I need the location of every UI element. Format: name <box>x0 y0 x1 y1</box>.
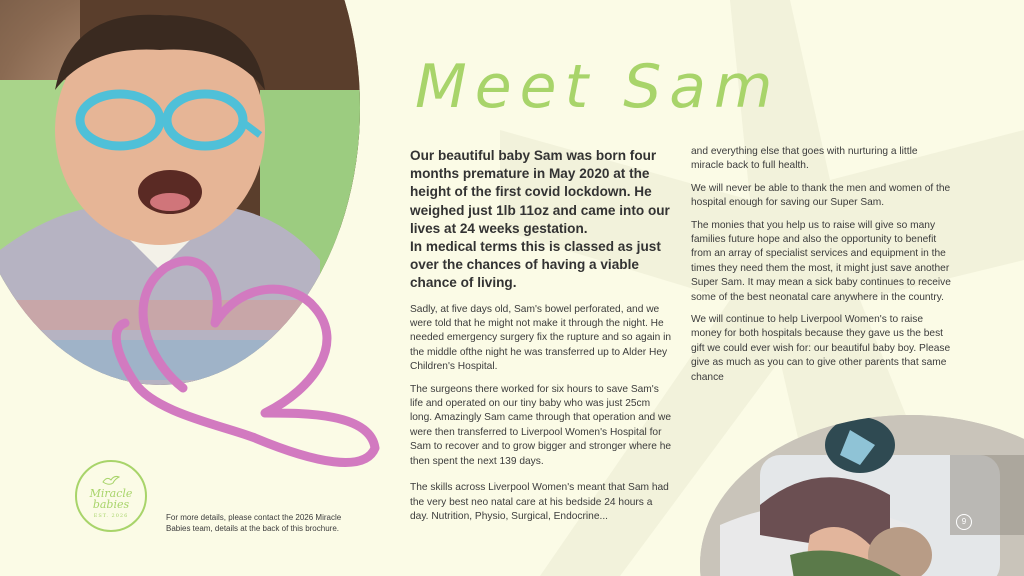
page-number: 9 <box>956 514 972 530</box>
lead-line-2: In medical terms this is classed as just over the chances of having a viable chance of living. <box>410 239 661 291</box>
column-1-paragraph-1: Sadly, at five days old, Sam's bowel perforated, and we were told that he might not make it through the night. He needed emergency surgery fix the rupture and so again in the middle ofthe night he was transferred up to Alder Hey Children's Hospital. <box>410 303 672 373</box>
article-column-1 <box>410 147 672 532</box>
column-2-paragraph-3: The monies that you help us to raise will give so many families future hope and also the opportunity to benefit from an array of specialist services and equipment in the times they need them the most, it might just save another Super Sam. It may mean a sick baby continues to receive some of the best neonatal care anywhere in the country. <box>691 219 951 303</box>
bird-icon <box>102 474 120 486</box>
lead-paragraph <box>410 147 672 293</box>
lead-line-1: Our beautiful baby Sam was born four months premature in May 2020 at the height of the first covid lockdown. He weighed just 1lb 11oz and came into our lives at 24 weeks gestation. <box>410 148 670 236</box>
logo-line-1: Miracle <box>89 486 133 500</box>
logo-line-3: EST. 2026 <box>93 512 129 519</box>
column-2-paragraph-1: and everything else that goes with nurturing a little miracle back to full health. <box>691 146 918 172</box>
miracle-babies-logo <box>75 460 147 532</box>
article-column-2 <box>691 145 953 393</box>
page-title: Meet Sam <box>415 52 781 122</box>
heart-doodle <box>105 238 385 473</box>
column-1-paragraph-3: The skills across Liverpool Women's meant that Sam had the very best neo natal care at his bedside 24 hours a day. Nutrition, Physio, Surgical, Endocrine... <box>410 482 669 522</box>
column-2-paragraph-4: We will continue to help Liverpool Women's to raise money for both hospitals because they gave us the best gift we could ever wish for: our beautiful baby boy. Please give as much as you can to give other parents that same chance <box>691 314 951 383</box>
contact-note: For more details, please contact the 2026 Miracle Babies team, details at the back of this brochure. <box>166 513 342 533</box>
hospital-photo <box>700 415 1024 576</box>
column-1-paragraph-2: The surgeons there worked for six hours to save Sam's life and operated on our tiny baby who was just 25cm long. Amazingly Sam came through that operation and we were then transferred to Liverpool Women's Hospital for Sam to recover and to grow bigger and stronger where he then spent the next 139 days. <box>410 383 672 467</box>
column-2-paragraph-2: We will never be able to thank the men and women of the hospital enough for saving our Super Sam. <box>691 182 951 209</box>
logo-line-2: babies <box>92 497 130 511</box>
